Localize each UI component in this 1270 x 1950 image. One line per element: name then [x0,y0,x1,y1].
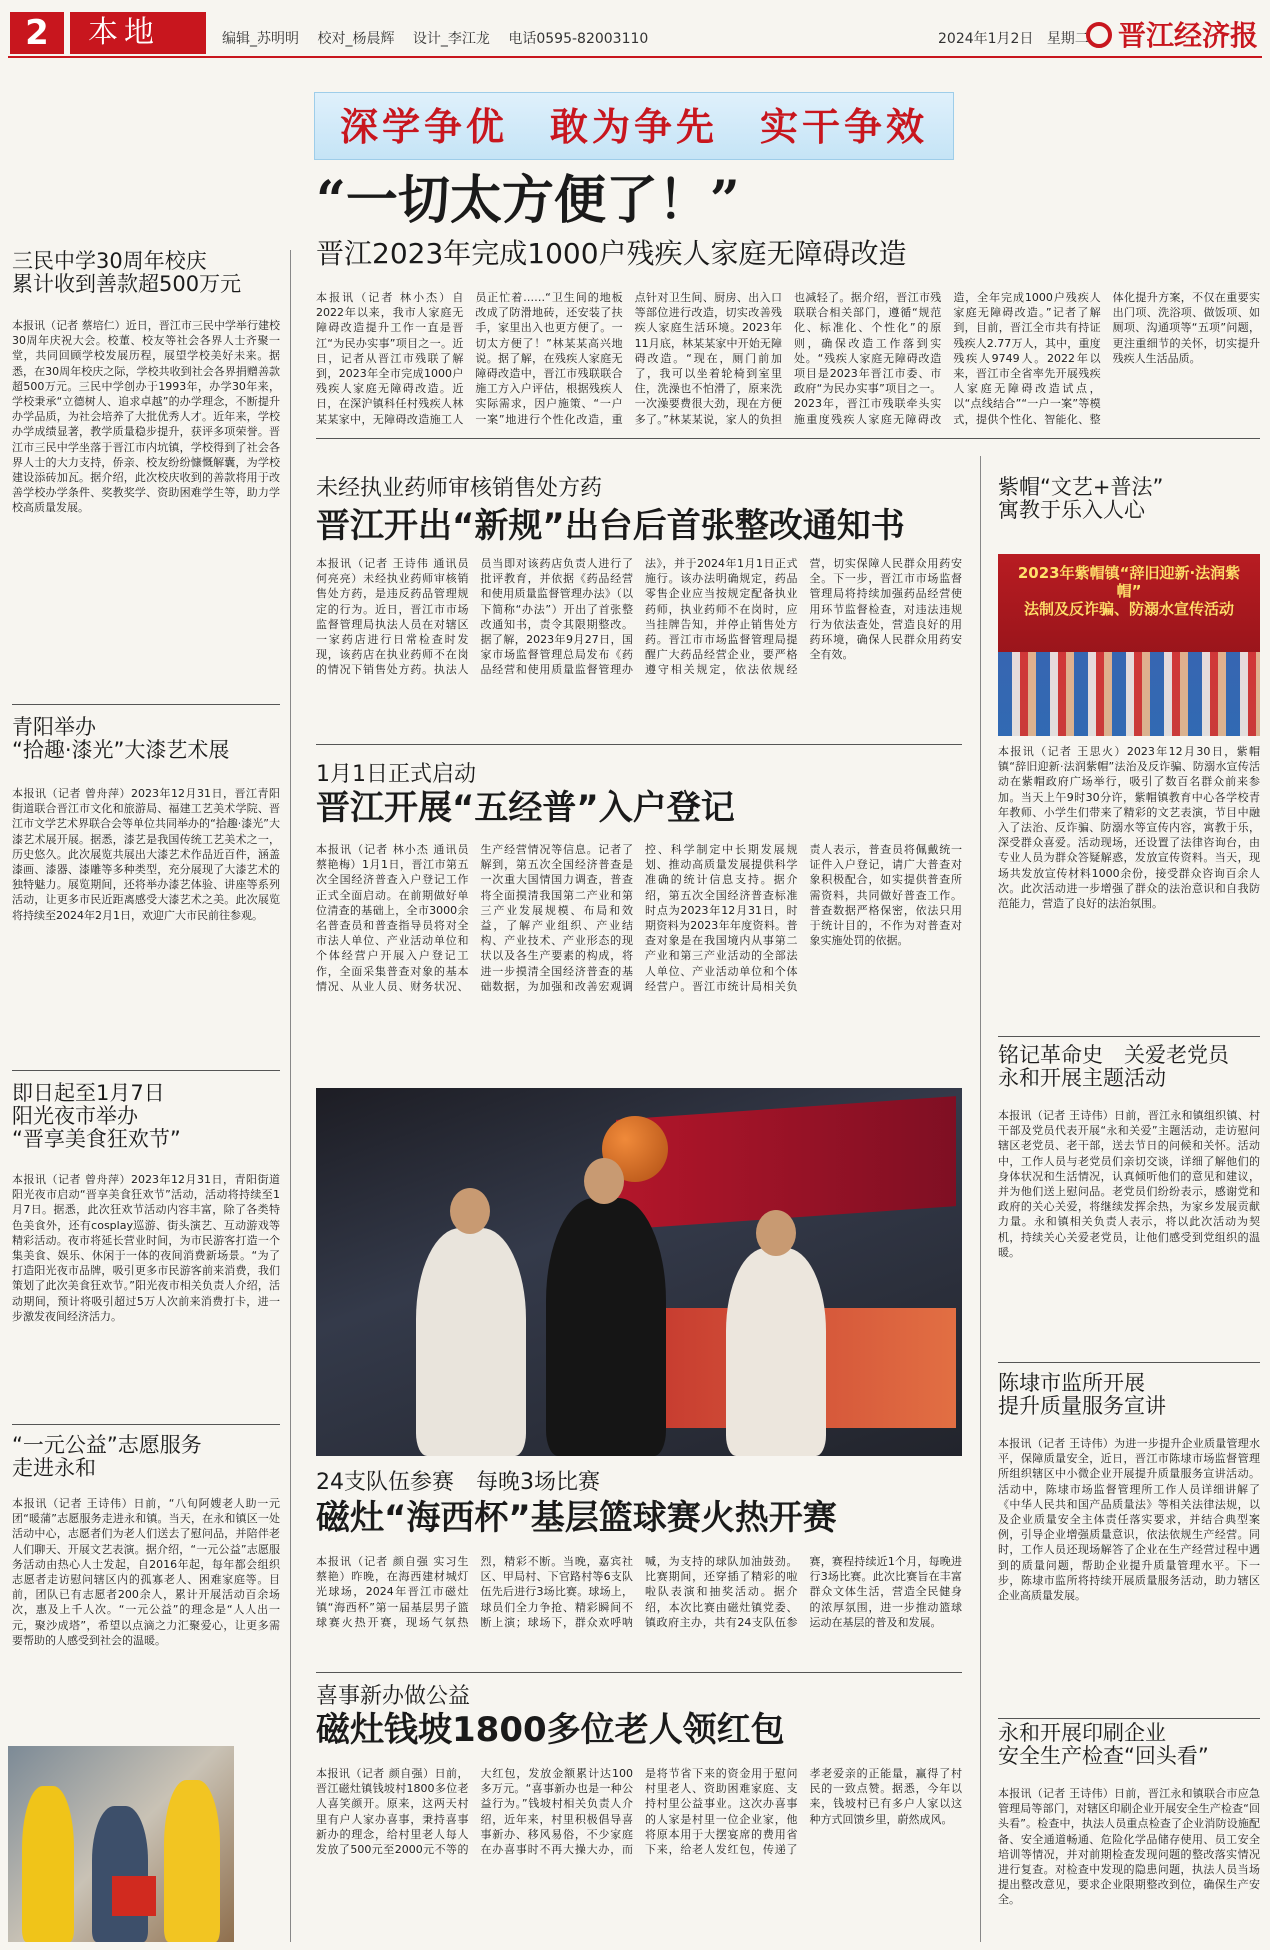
volunteer-photo [8,1746,234,1942]
zimao-photo [998,554,1260,736]
veteran-headline: 铭记革命史 关爱老党员 永和开展主题活动 [998,1043,1229,1091]
foodfest-body: 本报讯（记者 曾舟萍）2023年12月31日，青阳街道阳光夜市启动“晋享美食狂欢节”活动，活动将持续至1月7日。据悉，此次狂欢节活动内容丰富，除了各类特色美食外，还有cosplay巡游、街头演艺、互动游戏等精彩活动。夜市将延长营业时间，为市民游客打造一个集美食、娱乐、休闲于一体的夜间消费新场景。“为了打造阳光夜市品牌，吸引更多市民游客前来消费，我们策划了此次美食狂欢节。”阳光夜市相关负责人介绍，活动期间，预计将吸引超过5万人次前来消费打卡，进一步激发夜间经济活力。 [12,1173,280,1323]
census-kicker: 1月1日正式启动 [316,762,476,787]
dateline [938,28,1089,48]
phone-credit: 电话0595-82003110 [508,31,649,47]
issue-date: 2024年1月2日 [938,31,1034,47]
veteran-body: 本报讯（记者 王诗伟）日前，晋江永和镇组织镇、村干部及党员代表开展“永和关爱”主题活动，走访慰问辖区老党员、老干部，送去节日的问候和关怀。活动中，工作人员与老党员们亲切交谈，详细了解他们的身体状况和生活情况，认真倾听他们的意见和建议，并为他们送上慰问品。老党员们纷纷表示，感谢党和政府的关心关爱，将继续发挥余热，为家乡发展贡献力量。永和镇相关负责人表示，将以此次活动为契机，持续关心关爱老党员，让他们感受到党组织的温暖。 [998,1109,1260,1259]
page-number: 2 [10,12,64,54]
divider [316,744,962,745]
logo-icon [1086,22,1112,48]
slogan-banner: 深学争优 敢为争先 实干争效 [314,92,954,160]
elder-figure [92,1806,148,1942]
paper-logo [1086,14,1258,54]
pharmacy-headline: 晋江开出“新规”出台后首张整改通知书 [316,506,905,546]
pharmacy-kicker: 未经执业药师审核销售处方药 [316,476,603,501]
column-divider [290,250,291,1942]
divider [998,1718,1260,1719]
masthead [8,8,1262,58]
safety-body: 本报讯（记者 王诗伟）日前，晋江永和镇联合市应急管理局等部门，对辖区印刷企业开展安全生产检查“回头看”。检查中，执法人员重点检查了企业消防设施配备、安全通道畅通、危险化学品储存使用、员工安全培训等情况，并对前期检查发现问题的整改落实情况进行复查。对检查中发现的隐患问题，执法人员当场提出整改意见，要求企业限期整改到位，确保生产安全。 [998,1787,1260,1907]
sanmin-headline: 三民中学30周年校庆 累计收到善款超500万元 [12,249,242,297]
quality-body: 本报讯（记者 王诗伟）为进一步提升企业质量管理水平，保障质量安全，近日，晋江市陈埭市场监督管理所组织辖区中小微企业开展提升质量服务宣讲活动。活动中，陈埭市场监督管理所工作人员详细讲解了《中华人民共和国产品质量法》等相关法律法规，以及企业质量安全主体责任落实要求，并结合典型案例，引导企业增强质量意识，依法依规生产经营。同时，工作人员还现场解答了企业在生产经营过程中遇到的质量问题，帮助企业提升质量管理水平。下一步，陈埭市监所将持续开展质量服务活动，助力辖区企业高质量发展。 [998,1437,1260,1603]
issue-weekday: 星期二 [1046,31,1089,47]
zimao-headline: 紫帽“文艺+普法” 寓教于乐入人心 [998,475,1164,523]
divider [12,1070,280,1071]
staff-credits [222,28,662,48]
proofreader-credit: 校对_杨晨辉 [317,31,395,47]
basketball-kicker: 24支队伍参赛 每晚3场比赛 [316,1470,600,1495]
pharmacy-body: 本报讯（记者 王诗伟 通讯员 何亮亮）未经执业药师审核销售处方药，是违反药品管理规定的行为。近日，晋江市市场监督管理局执法人员在对辖区一家药店进行日常检查时发现，该药店在执业药师不在岗的情况下销售处方药。执法人员当即对该药店负责人进行了批评教育，并依据《药品经营和使用质量监督管理办法》（以下简称“办法”）开出了首张整改通知书，责令其限期整改。据了解，2023年9月27日，国家市场监督管理总局发布《药品经营和使用质量监督管理办法》，并于2024年1月1日正式施行。该办法明确规定，药品零售企业应当按规定配备执业药师，执业药师不在岗时，应当挂牌告知，并停止销售处方药。晋江市市场监督管理局提醒广大药品经营企业，要严格遵守相关规定，依法依规经营，切实保障人民群众用药安全。下一步，晋江市市场监督管理局将持续加强药品经营使用环节监督检查，对违法违规行为依法查处，营造良好的用药环境，确保人民群众用药安全有效。 [316,557,962,677]
yiyuan-headline: “一元公益”志愿服务 走进永和 [12,1433,202,1481]
designer-credit: 设计_李江龙 [412,31,490,47]
player-head [756,1210,796,1256]
editor-credit: 编辑_苏明明 [222,31,299,47]
lacquer-body: 本报讯（记者 曾舟萍）2023年12月31日，晋江青阳街道联合晋江市文化和旅游局、福建工艺美术学院、晋江市文学艺术界联合会等单位共同举办的“拾趣·漆光”大漆艺术展开展。据悉，漆艺是我国传统工艺美术之一，历史悠久。此次展览共展出大漆艺术作品近百件，涵盖漆画、漆器、漆雕等多种类型，充分展现了大漆艺术的独特魅力。展览期间，还将举办漆艺体验、讲座等系列活动，让更多市民近距离感受大漆艺术之美。此次展览将持续至2024年2月1日，欢迎广大市民前往参观。 [12,787,280,922]
performers [998,652,1260,736]
divider [998,1362,1260,1363]
volunteer-figure [164,1780,220,1942]
divider [316,1672,962,1673]
divider [12,704,280,705]
zimao-body: 本报讯（记者 王思火）2023年12月30日，紫帽镇“辞旧迎新·法润紫帽”法治及反诈骗、防溺水宣传活动在紫帽政府广场举行，吸引了数百名群众前来参加。当天上午9时30分许，紫帽镇教育中心各学校青年教师、小学生们带来了精彩的文艺表演，节目中融入了法治、反诈骗、防溺水等宣传内容，寓教于乐，深受群众喜爱。活动现场，还设置了法律咨询台，由专业人员为群众答疑解惑，发放宣传资料。当天，现场共发放宣传材料1000余份，接受群众咨询百余人次。此次活动进一步增强了群众的法治意识和自我防范能力，营造了良好的法治氛围。 [998,745,1260,911]
basketball-photo [316,1088,962,1456]
divider [12,1424,280,1425]
gift-bag [112,1876,156,1916]
census-headline: 晋江开展“五经普”入户登记 [316,788,735,828]
lead-body: 本报讯（记者 林小杰）自2022年以来，我市人家庭无障碍改造提升工作一直是晋江“为民办实事”项目之一。近日，记者从晋江市残联了解到，2023年全市完成1000户残疾人家庭无障碍改造。近日，在深沪镇科任村残疾人林某某家中，无障碍改造施工人员正忙着……“卫生间的地板改成了防滑地砖，还安装了扶手，家里出入也更方便了。一切太方便了！”林某某高兴地说。据了解，在残疾人家庭无障碍改造中，晋江市残联联合施工方入户评估，根据残疾人实际需求，因户施策、“一户一案”地进行个性化改造，重点针对卫生间、厨房、出入口等部位进行改造，切实改善残疾人家庭生活环境。2023年11月底，林某某家中开始无障碍改造。“现在，厕门前加了，我可以坐着轮椅到室里住，洗澡也不怕滑了，原来洗一次澡要费很大劲，现在方便多了。”林某某说，家人的负担也减轻了。据介绍，晋江市残联联合相关部门，遵循“规范化、标准化、个性化”的原则，确保改造工作落到实处。“残疾人家庭无障碍改造项目是2023年晋江市委、市政府“为民办实事”项目之一。2023年，晋江市残联牵头实施重度残疾人家庭无障碍改造，全年完成1000户残疾人家庭无障碍改造。”记者了解到，目前，晋江全市共有持证残疾人2.77万人，其中，重度残疾人9749人。2022年以来，晋江市全省率先开展残疾人家庭无障碍改造试点，以“点线结合”“一户一案”等模式，提供个性化、智能化、整体化提升方案，不仅在重要实出门项、洗浴项、做饭项、如厕项、沟通项等“五项”问题，更注重细节的关怀，切实提升残疾人生活品质。 [316,291,1260,426]
arena-banner [616,1096,956,1230]
player-white [726,1248,826,1456]
player-head [584,1158,624,1204]
paper-name: 晋江经济报 [1117,19,1258,52]
volunteer-figure [22,1786,74,1942]
safety-headline: 永和开展印刷企业 安全生产检查“回头看” [998,1721,1209,1769]
redpacket-body: 本报讯（记者 颜自强）日前，晋江磁灶镇钱坡村1800多位老人喜笑颜开。原来，这两天村里有户人家办喜事，秉持喜事新办的理念，给村里老人每人发放了500元至2000元不等的大红包，发放金额累计达100多万元。“喜事新办也是一种公益行为。”钱坡村相关负责人介绍，近年来，村里积极倡导喜事新办、移风易俗，不少家庭在办喜事时不再大操大办，而是将节省下来的资金用于慰问村里老人、资助困难家庭、支持村里公益事业。这次办喜事的人家是村里一位企业家，他将原本用于大摆宴席的费用省下来，给老人发红包，传递了孝老爱亲的正能量，赢得了村民的一致点赞。据悉，今年以来，钱坡村已有多户人家以这种方式回馈乡里，蔚然成风。 [316,1767,962,1857]
section-name: 本地 [70,12,206,54]
divider [998,1036,1260,1037]
sanmin-body: 本报讯（记者 蔡培仁）近日，晋江市三民中学举行建校30周年庆祝大会。校董、校友等社会各界人士齐聚一堂，共同回顾学校发展历程，展望学校美好未来。据悉，在30周年校庆之际，学校共收到社会各界捐赠善款超500万元。三民中学创办于1993年，办学30年来，学校秉承“立德树人、追求卓越”的办学理念，不断提升办学品质，为社会培养了大批优秀人才。近年来，学校办学成绩显著，教学质量稳步提升，获评多项荣誉。晋江市三民中学坐落于晋江市内坑镇，学校得到了社会各界人士的大力支持，侨亲、校友纷纷慷慨解囊，为学校建设添砖加瓦。据介绍，此次校庆收到的善款将用于改善学校办学条件、奖教奖学、资助困难学生等，助力学校高质量发展。 [12,319,280,515]
basketball-headline: 磁灶“海西杯”基层篮球赛火热开赛 [316,1498,837,1538]
divider [316,438,1260,439]
player-head [450,1188,490,1234]
lacquer-headline: 青阳举办 “拾趣·漆光”大漆艺术展 [12,715,230,763]
redpacket-kicker: 喜事新办做公益 [316,1684,471,1709]
column-divider [980,456,981,1942]
redpacket-headline: 磁灶钱坡1800多位老人领红包 [316,1710,785,1750]
basketball-body: 本报讯（记者 颜自强 实习生 蔡艳）昨晚，在海西建材城灯光球场，2024年晋江市磁灶镇“海西杯”第一届基层男子篮球赛火热开赛，现场气氛热烈，精彩不断。当晚，嘉宾社区、甲局村、下官路村等6支队伍先后进行3场比赛。球场上，球员们全力争抢、精彩瞬间不断上演；球场下，群众欢呼呐喊，为支持的球队加油鼓劲。比赛期间，还穿插了精彩的啦啦队表演和抽奖活动。据介绍，本次比赛由磁灶镇党委、镇政府主办，共有24支队伍参赛，赛程持续近1个月，每晚进行3场比赛。此次比赛旨在丰富群众文体生活，营造全民健身的浓厚氛围，进一步推动篮球运动在基层的普及和发展。 [316,1555,962,1629]
quality-headline: 陈埭市监所开展 提升质量服务宣讲 [998,1371,1166,1419]
lead-subhead: 晋江2023年完成1000户残疾人家庭无障碍改造 [316,237,907,270]
yiyuan-body: 本报讯（记者 王诗伟）日前，“八旬阿嫂老人助一元团“暖蒲”志愿服务走进永和镇。当天，在永和镇区一处活动中心，志愿者们为老人们送去了慰问品，并陪伴老人们聊天、开展文艺表演。据介绍，“一元公益”志愿服务活动由热心人士发起，自2016年起，每年都会组织志愿者走访慰问辖区内的孤寡老人、困难家庭等。目前，团队已有志愿者200余人，累计开展活动百余场次，惠及上千人次。“一元公益”的理念是“人人出一元，聚沙成塔”，希望以点滴之力汇聚爱心，让更多需要帮助的人感受到社会的温暖。 [12,1497,280,1647]
player-white [416,1228,526,1456]
lead-headline: “一切太方便了！” [316,170,740,231]
foodfest-headline: 即日起至1月7日 阳光夜市举办 “晋享美食狂欢节” [12,1081,181,1152]
census-body: 本报讯（记者 林小杰 通讯员 蔡艳梅）1月1日，晋江市第五次全国经济普查入户登记工作正式全面启动。在前期做好单位清查的基础上，全市3000余名普查员和普查指导员将对全市法人单位、产业活动单位和个体经营户开展入户登记工作，全面采集普查对象的基本情况、从业人员、财务状况、生产经营情况等信息。记者了解到，第五次全国经济普查是一次重大国情国力调查，普查将全面摸清我国第二产业和第三产业发展规模、布局和效益，了解产业组织、产业结构、产业技术、产业形态的现状以及各生产要素的构成，将进一步摸清全国经济普查的基础数据，为加强和改善宏观调控、科学制定中长期发展规划、推动高质量发展提供科学准确的统计信息支持。据介绍，第五次全国经济普查标准时点为2023年12月31日，时期资料为2023年年度资料。普查对象是在我国境内从事第二产业和第三产业活动的全部法人单位、产业活动单位和个体经营户。晋江市统计局相关负责人表示，普查员将佩戴统一证件入户登记，请广大普查对象积极配合，如实提供普查所需资料，共同做好普查工作。普查数据严格保密，依法只用于统计目的，不作为对普查对象实施处罚的依据。 [316,843,962,993]
player-black [546,1198,666,1456]
stage-banner-text: 2023年紫帽镇“辞旧迎新·法润紫帽” 法制及反诈骗、防溺水宣传活动 [1017,564,1241,618]
